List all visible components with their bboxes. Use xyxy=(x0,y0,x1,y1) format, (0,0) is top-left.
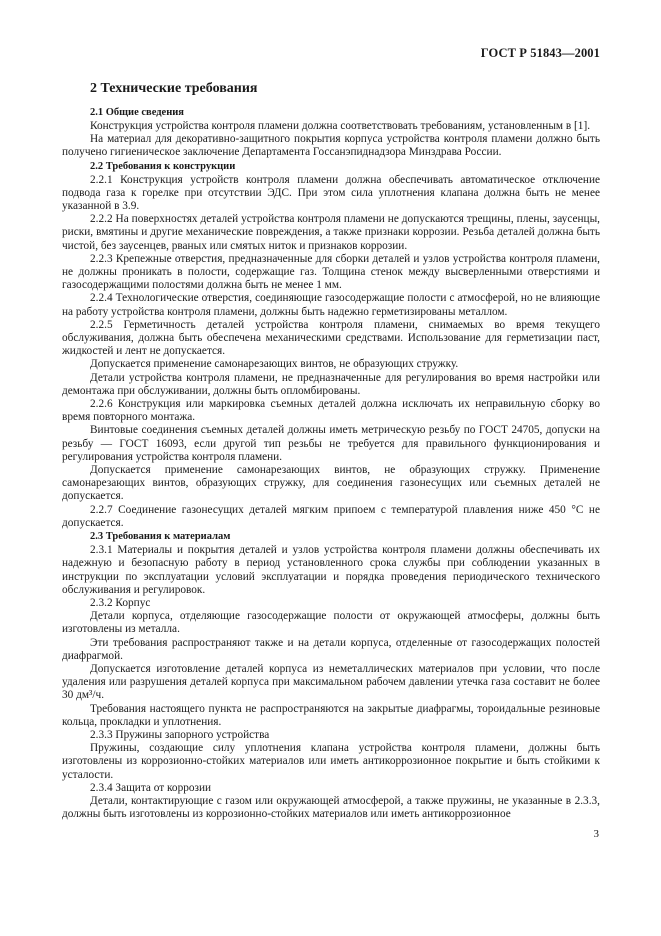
paragraph: Пружины, создающие силу уплотнения клапана устройства контроля пламени, должны быть изготовлены из коррозионно-стойких материалов или иметь антикоррозионное покрытие и быть стойкими к усталости. xyxy=(62,742,600,781)
paragraph: 2.3.3 Пружины запорного устройства xyxy=(90,728,270,741)
section-title: 2 Технические требования xyxy=(90,81,258,96)
paragraph: 2.3.1 Материалы и покрытия деталей и узлов устройства контроля пламени должны обеспечивать их надежную и безопасную работу в период установленного срока службы при соблюдении указанных в инструкции по эксплуатации условий эксплуатации и порядка проведения периодического технического обслуживания и регулировок. xyxy=(62,544,600,596)
paragraph: Эти требования распространяют также и на детали корпуса, отделенные от газосодержащих полостей диафрагмой. xyxy=(62,636,600,662)
document-header: ГОСТ Р 51843—2001 xyxy=(480,46,600,60)
paragraph: 2.3.4 Защита от коррозии xyxy=(90,781,212,794)
paragraph: Винтовые соединения съемных деталей должны иметь метрическую резьбу по ГОСТ 24705, допуски на резьбу — ГОСТ 16093, если другой тип резьбы не требуется для правильного функционирования и регулирования устройства контроля пламени. xyxy=(62,424,600,463)
paragraph: 2.3.2 Корпус xyxy=(90,596,151,609)
paragraph: Допускается применение самонарезающих винтов, не образующих стружку. Применение самонарезающих винтов, образующих стружку, для соединения газонесущих или съемных деталей не допускается. xyxy=(62,464,600,503)
paragraph: Требования настоящего пункта не распространяются на закрытые диафрагмы, тороидальные резиновые кольца, прокладки и уплотнения. xyxy=(62,702,600,728)
paragraph: 2.2.1 Конструкция устройств контроля пламени должна обеспечивать автоматическое отключение подвода газа к горелке при отсутствии ЭДС. При этом сила уплотнения клапана должна быть не менее указанной в 3.9. xyxy=(62,173,600,213)
subsection-heading: 2.2 Требования к конструкции xyxy=(90,160,236,172)
page-number: 3 xyxy=(593,828,599,840)
subsection-heading: 2.1 Общие сведения xyxy=(90,107,184,118)
paragraph: 2.2.4 Технологические отверстия, соединяющие газосодержащие полости с атмосферой, но не влияющие на работу устройства контроля пламени, должны быть надежно герметизированы металлом. xyxy=(62,292,600,318)
text-blocks xyxy=(62,106,600,821)
paragraph: Допускается применение самонарезающих винтов, не образующих стружку. xyxy=(90,358,459,371)
paragraph: Детали, контактирующие с газом или окружающей атмосферой, а также пружины, не указанные в 2.3.3, должны быть изготовлены из коррозионно-стойких материалов или иметь антикоррозионное xyxy=(62,794,600,821)
paragraph: 2.2.3 Крепежные отверстия, предназначенные для сборки деталей и узлов устройства контроля пламени, не должны проникать в полости, содержащие газ. Толщина стенок между высверленными отверстиями и газосодержащими полостями должна быть не менее 1 мм. xyxy=(62,252,600,292)
paragraph: Детали устройства контроля пламени, не предназначенные для регулирования во время настройки или демонтажа при обслуживании, должны быть опломбированы. xyxy=(62,371,600,397)
subsection-heading: 2.3 Требования к материалам xyxy=(90,531,231,543)
paragraph: Детали корпуса, отделяющие газосодержащие полости от окружающей атмосферы, должны быть изготовлены из металла. xyxy=(62,610,600,636)
paragraph: 2.2.7 Соединение газонесущих деталей мягким припоем с температурой плавления ниже 450 °С не допускается. xyxy=(62,503,600,529)
paragraph: На материал для декоративно-защитного покрытия корпуса устройства контроля пламени должно быть получено гигиеническое заключение Департамента Госсанэпиднадзора Минздрава России. xyxy=(62,133,600,159)
paragraph: 2.2.2 На поверхностях деталей устройства контроля пламени не допускаются трещины, плены, заусенцы, риски, вмятины и другие механические повреждения, а также признаки коррозии. Резьба деталей должна быть чистой, без заусенцев, рваных или смятых ниток и признаков коррозии. xyxy=(62,213,600,252)
paragraph: Допускается изготовление деталей корпуса из неметаллических материалов при условии, что после удаления или разрушения деталей корпуса при максимальном рабочем давлении утечка газа составит не более 30 дм³/ч. xyxy=(62,662,600,702)
paragraph: 2.2.5 Герметичность деталей устройства контроля пламени, снимаемых во время текущего обслуживания, должна быть обеспечена механическими средствами. Использование для герметизации паст, жидкостей и лент не допускается. xyxy=(62,318,600,358)
page-content xyxy=(62,80,600,821)
paragraph: Конструкция устройства контроля пламени должна соответствовать требованиям, установленным в [1]. xyxy=(90,120,591,132)
paragraph: 2.2.6 Конструкция или маркировка съемных деталей должна исключать их неправильную сборку во время повторного монтажа. xyxy=(62,398,600,424)
